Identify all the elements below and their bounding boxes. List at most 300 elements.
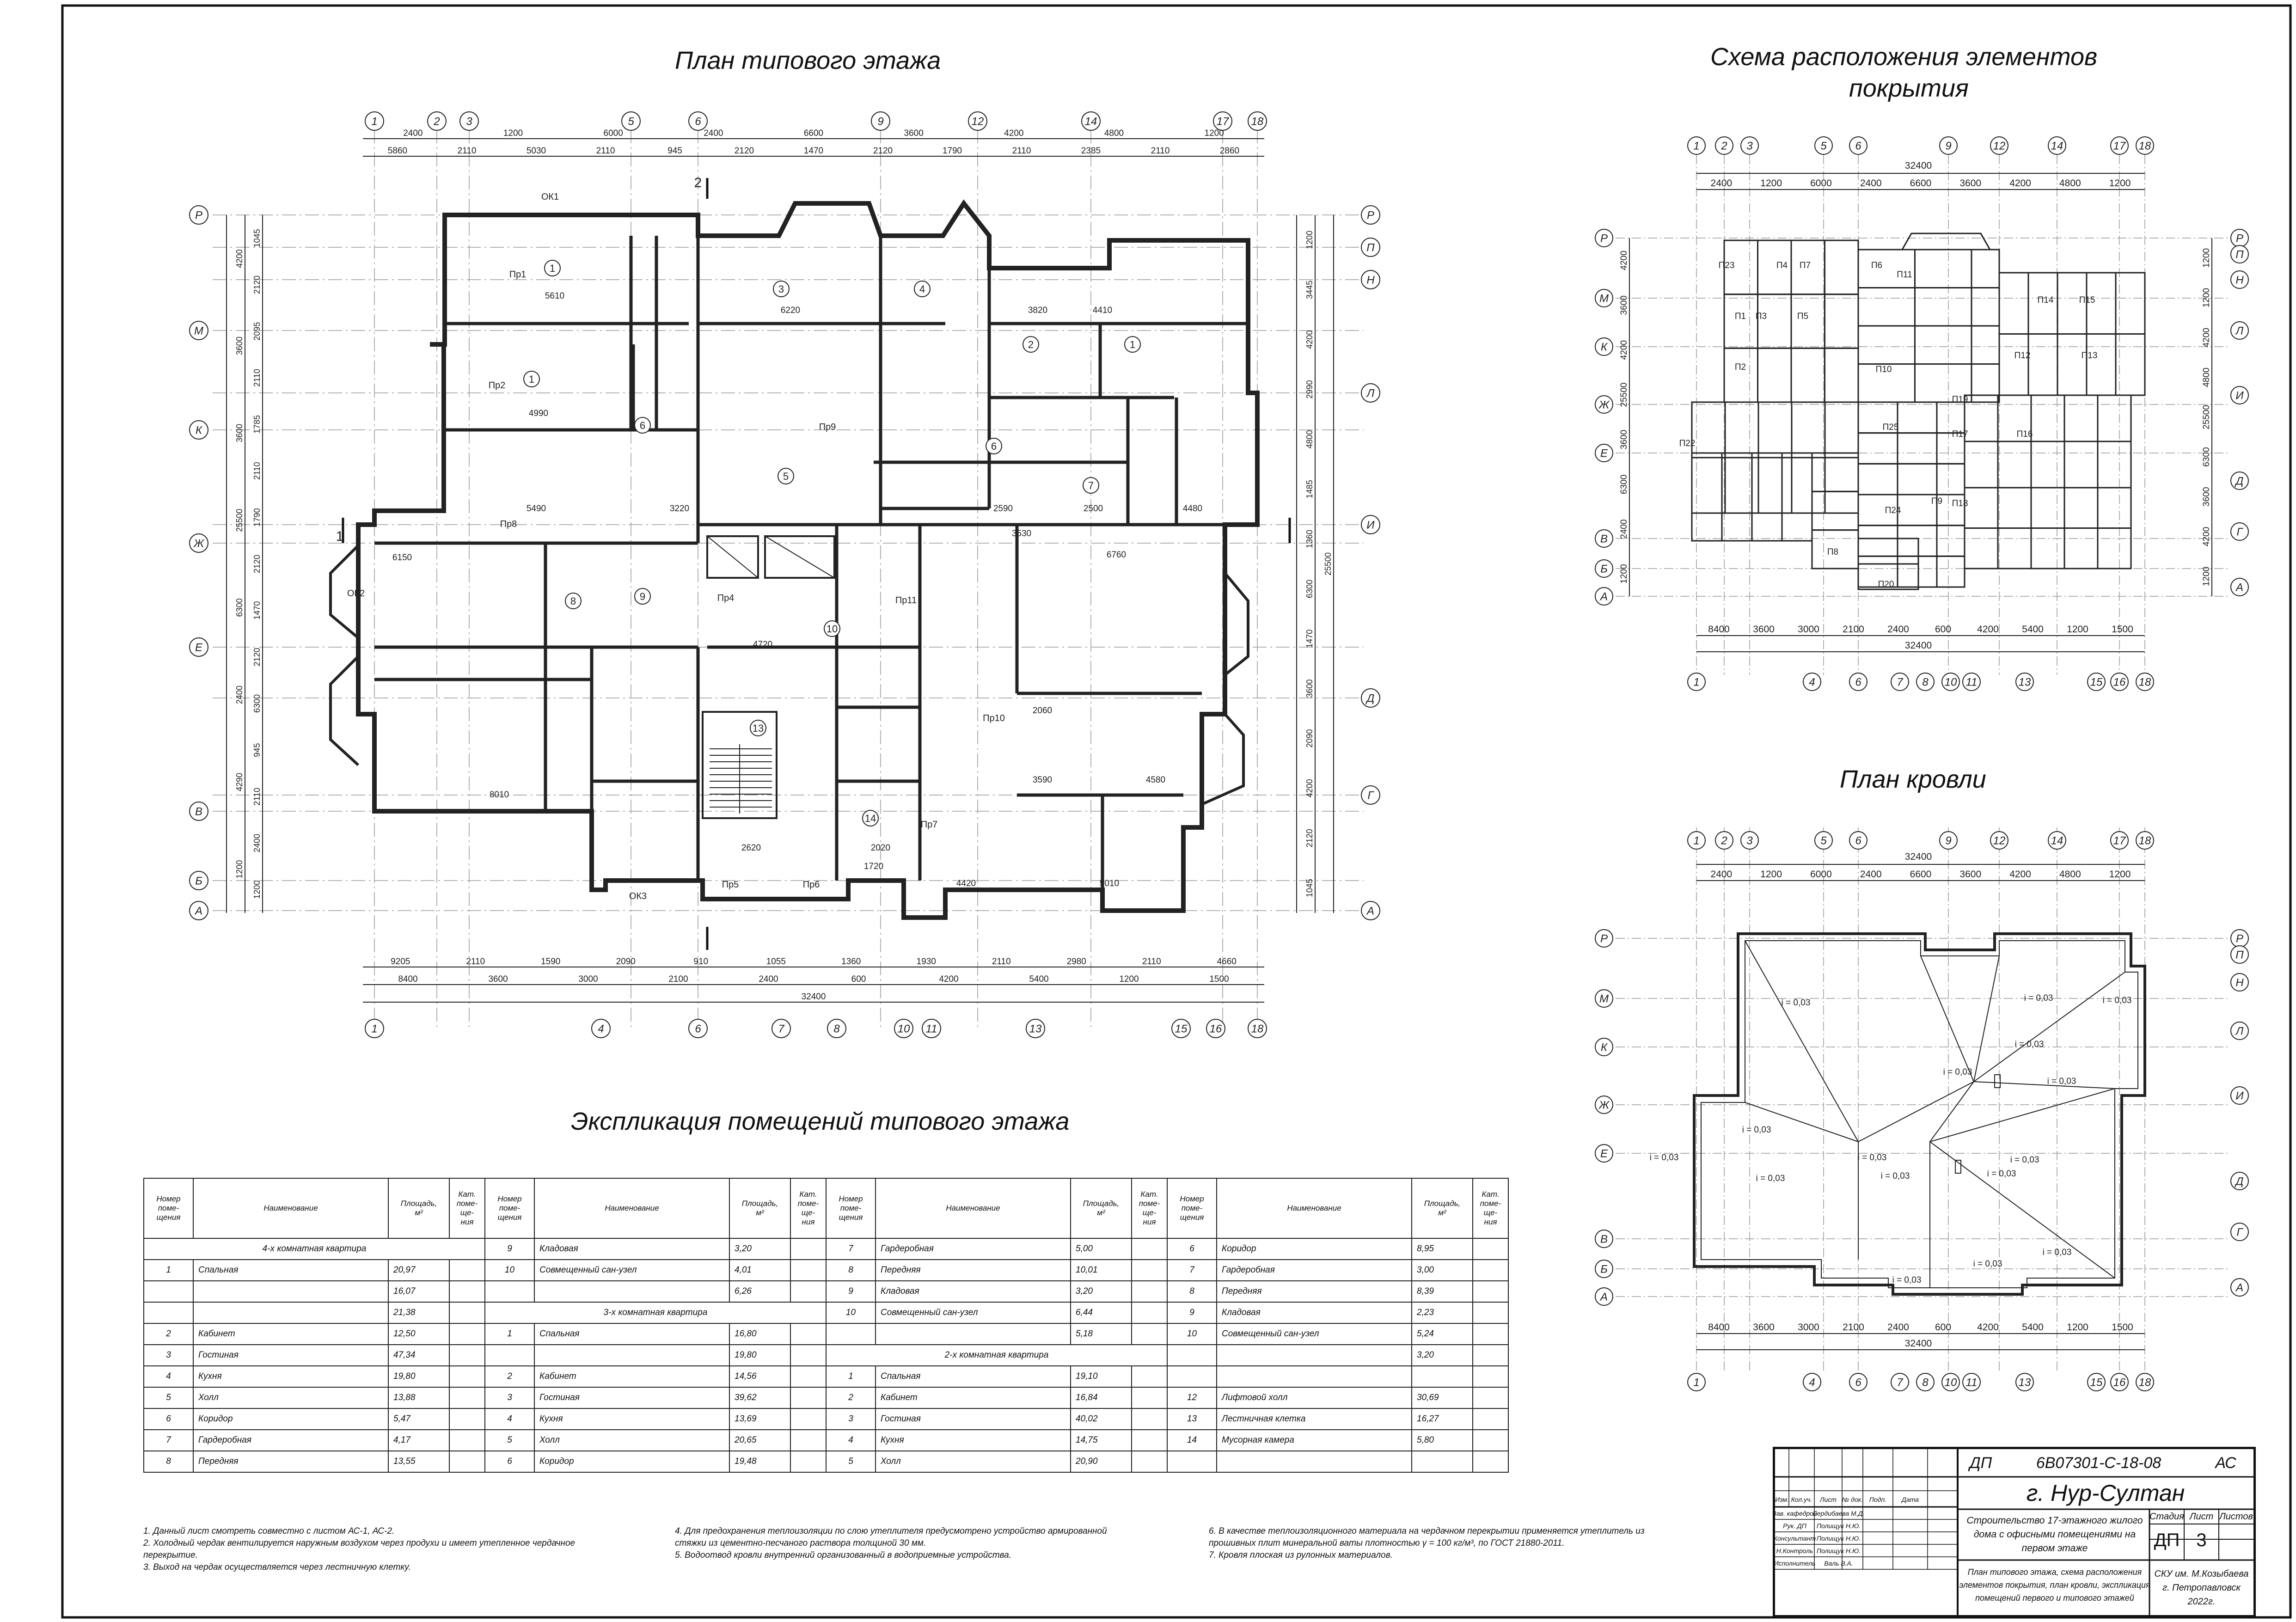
explication-cell-a: 8,39 [1412,1281,1473,1302]
dimension-label: 600 [851,974,866,984]
dimension-label: 4800 [2059,869,2081,880]
explication-cell-n: 5 [144,1387,193,1408]
axis-label: 15 [2090,1376,2103,1389]
roof-panel-cell [1825,402,1858,458]
axis-label: 12 [1993,140,2006,153]
dimension-label: 3220 [669,504,690,514]
explication-header-category [449,1178,485,1238]
slope-label: i = 0,03 [2010,1155,2039,1165]
plan-title: План типового этажа [675,47,941,74]
dimension-label: 3590 [1032,775,1053,785]
axis-label: 6 [695,115,701,128]
explication-cell-name: Кухня [876,1430,1071,1451]
dimension-label: 2110 [1012,146,1031,156]
explication-header-line: Площадь, [1424,1199,1461,1208]
explication-cell-a: 14,75 [1071,1430,1132,1451]
dimension-label: 4420 [956,879,976,888]
dimension-label: 2120 [873,146,893,156]
axis-label: Р [1600,232,1608,245]
dimension-label: 3820 [1028,306,1048,315]
dimension-label: 2110 [1151,146,1170,156]
explication-cell-n: 10 [485,1260,534,1281]
stamp-sheets-label: Листов [2219,1511,2253,1522]
stamp-col-header: Лист [1819,1496,1837,1503]
axis-label: 16 [1209,1022,1222,1035]
stamp-code-suffix: АС [2215,1454,2236,1472]
axis-label: В [195,805,203,818]
explication-cell-n [485,1281,534,1302]
dimension-label: 2110 [457,146,477,156]
axis-label: Л [2235,324,2244,337]
dimension-label: 1200 [1119,974,1139,984]
explication-cell-cat [790,1430,826,1451]
dimension-label: 1790 [942,146,962,156]
explication-cell-a: 14,56 [729,1366,790,1387]
axis-label: 8 [1922,676,1929,689]
axis-label: 17 [1216,115,1229,128]
dimension-label: 1200 [252,880,262,899]
explication-row [144,1323,1508,1345]
stamp-person: Бердибаева М.Д. [1812,1510,1865,1517]
axis-label: 13 [2018,676,2031,689]
explication-cell-cat [790,1281,826,1302]
axis-label: М [1599,292,1609,305]
explication-cell-a: 10,01 [1071,1260,1132,1281]
room-number: 9 [639,591,646,602]
roof-panel-cell [1999,334,2028,396]
dimension-label: 945 [252,743,262,757]
explication-cell-name: Гостиная [534,1387,729,1408]
axis-label: Р [2235,932,2244,945]
roof-panel-bump [1902,233,1990,250]
element-label: Пр1 [509,269,527,280]
dimension-label: 5490 [526,504,546,514]
roof-panel-cell [1915,326,1972,364]
title-block [1773,1447,2256,1617]
scheme-axis-bubbles [1595,137,2248,691]
plan-elevator-x2 [765,536,834,578]
axis-label: 11 [925,1022,937,1035]
axis-label: А [2235,581,2244,594]
roof-panel-cell [1858,326,1915,364]
explication-header-name [876,1178,1071,1238]
element-label: Пр7 [920,820,938,830]
roof-panel-cell [1937,402,1965,433]
dimension-label: 4660 [1217,957,1237,967]
dimension-label: 3000 [578,974,598,984]
explication-cell-n: 6 [485,1451,534,1472]
explication-cell-name: Холл [876,1451,1071,1472]
roof-panel-cell [2098,441,2131,488]
dimension-label: 3600 [1753,624,1775,635]
roof-panel-cell [1812,491,1858,530]
stamp-person: Полищук Н.Ю. [1816,1547,1861,1555]
dimension-label: 2110 [252,787,262,806]
explication-header-line: щения [1180,1213,1204,1222]
dimension-label: 2400 [1710,869,1733,880]
explication-cell-name: Кабинет [876,1387,1071,1408]
dimension-label: 25500 [1323,552,1333,576]
dimension-label: 5400 [2022,624,2044,635]
dimension-label: 3600 [235,423,244,442]
explication-cell-cat [449,1345,485,1366]
stamp-org-2: г. Петропавловск [2162,1582,2241,1593]
explication-section: 4-х комнатная квартира [144,1238,485,1260]
explication-header-line: Номер [839,1194,863,1203]
element-label: ОК2 [347,588,365,599]
roof-parapet [1701,941,2138,1288]
roof-panel-cell [1758,348,1792,402]
roof-panel-cell [1965,488,1998,528]
axis-label: 18 [2138,834,2151,847]
dimension-label: 3600 [488,974,508,984]
explication-header-line: щения [156,1213,181,1222]
dimension-label: 3000 [1798,1322,1819,1333]
explication-cell-a: 13,69 [729,1408,790,1430]
dimension-label: 3600 [2202,487,2211,507]
dimension-label: 25500 [235,508,244,532]
explication-cell-name: Холл [534,1430,729,1451]
explication-cell-cat [449,1281,485,1302]
dimension-label: 32400 [801,992,826,1002]
dimension-label: 6150 [392,553,412,563]
explication-header-line: поме- [499,1204,520,1212]
stamp-role: Н.Контроль [1776,1547,1813,1555]
roof-panel-cell [2031,441,2064,488]
dimension-label: 4200 [1977,624,1999,635]
explication-cell-name: Гардеробная [1217,1260,1412,1281]
panel-label: П13 [2081,351,2098,361]
panel-label: П3 [1755,312,1767,321]
explication-cell-n: 3 [826,1408,876,1430]
roof-panel-cell [2028,334,2057,396]
explication-cell-cat [1473,1430,1508,1451]
roof-valley-lines [1745,941,2125,1288]
dimension-label: 1500 [2112,1322,2133,1333]
explication-header-line: ще- [1483,1208,1498,1217]
roof-panel-cell [1937,526,1965,557]
explication-cell-cat [1132,1451,1167,1472]
axis-label: 16 [2113,1376,2126,1389]
dimension-label: 4200 [235,249,244,268]
explication-header-area [1412,1178,1473,1238]
axis-label: 2 [434,115,440,128]
dimension-label: 2120 [734,146,754,156]
explication-cell-n: 7 [826,1238,876,1260]
roof-panel-cell [1858,288,1915,326]
explication-header-line: Кат. [458,1190,476,1199]
explication-cell-cat [449,1451,485,1472]
dimension-label: 1200 [2202,248,2211,268]
axis-label: 2 [1721,140,1727,153]
dimension-label: 1360 [1305,530,1314,549]
roof-scheme-title-line1: Схема расположения элементов [1710,43,2098,71]
axis-label: 12 [971,115,984,128]
axis-label: 9 [877,115,884,128]
dimension-label: 2400 [704,129,723,138]
explication-header-line: ния [802,1218,815,1226]
note-line: 5. Водоотвод кровли внутренний организованный в водоприемные устройства. [675,1550,1012,1560]
element-label: Пр5 [722,880,739,890]
dimension-label: 1785 [252,415,262,434]
plan-section-cut-1 [343,518,1290,543]
dimension-label: 5400 [1029,974,1049,984]
axis-label: 4 [598,1022,604,1035]
explication-cell-a: 5,47 [388,1408,449,1430]
stamp-col-header: Дата [1902,1496,1919,1503]
explication-cell-cat [1473,1238,1508,1260]
explication-row [144,1430,1508,1451]
dimension-label: 4410 [1092,306,1113,315]
axis-label: В [1600,533,1608,545]
stamp-role: Исполнитель [1774,1560,1816,1567]
stamp-sheet-content-2: элементов покрытия, план кровли, экспликация [1959,1580,2150,1590]
roof-panel-cell [1791,294,1825,349]
roof-panel-cell [1725,402,1758,458]
dimension-label: 2400 [252,833,262,853]
dimension-label: 3445 [1305,280,1314,299]
panel-label: П22 [1679,439,1696,448]
dimension-label: 5610 [545,291,565,301]
explication-cell-n: 4 [144,1366,193,1387]
element-label: Пр2 [488,380,506,391]
explication-cell-cat [449,1323,485,1345]
dimension-label: 2400 [1860,178,1882,189]
dimension-label: 2110 [466,957,485,967]
dimension-label: 1790 [252,508,262,527]
axis-label: 14 [2051,834,2063,847]
dimension-label: 1200 [1619,564,1629,584]
axis-label: 1 [1693,676,1700,689]
explication-cell-cat [790,1260,826,1281]
roof-panel-cell [1782,453,1812,541]
explication-section: 2-х комнатная квартира [826,1345,1167,1366]
stamp-sheet-content-1: План типового этажа, схема расположения [1967,1567,2142,1577]
dimension-label: 2110 [992,957,1011,967]
plan-outer-wall [358,203,1257,918]
explication-header-line: ще- [1142,1208,1157,1217]
explication-cell-name: Кладовая [534,1238,729,1260]
plan-axis-bubbles-top [365,112,1267,130]
dimension-label: 4800 [2059,178,2081,189]
roof-panel-cell [1825,240,1859,294]
stamp-org-3: 2022г. [2187,1596,2216,1607]
explication-cell-a: 3,00 [1412,1260,1473,1281]
stamp-project-3: первом этаже [2021,1543,2088,1554]
panel-label: П10 [1875,365,1892,374]
panel-label: П24 [1885,506,1901,515]
explication-header-line: м² [756,1208,764,1217]
explication-cell-n: 6 [144,1408,193,1430]
panel-label: П12 [2014,351,2031,361]
section-mark: 2 [694,175,702,190]
explication-cell-cat [1132,1408,1167,1430]
roof-panel-cell [2031,488,2064,528]
plan-elevator-x1 [707,536,758,578]
roof-panel-cell [1692,458,1725,513]
panel-label: П15 [2079,295,2095,305]
axis-label: 7 [778,1022,784,1035]
roof-panel-cell [2057,334,2087,396]
explication-cell-cat [1132,1366,1167,1387]
explication-cell-n: 1 [144,1260,193,1281]
slope-label: i = 0,03 [1943,1067,1972,1077]
roof-panel-cell [2064,528,2098,569]
explication-header-category [790,1178,826,1238]
roof-panel-cell [1998,441,2031,488]
roof-panel-cell [1858,464,1898,495]
element-label: Пр4 [717,593,735,603]
roof-panel-cell [1965,441,1998,488]
roof-panel-cell [2064,395,2098,441]
plan-grid-horizontal [213,215,1364,911]
dimension-label: 1200 [1305,230,1314,249]
axis-label: 6 [1855,834,1861,847]
explication-cell-cat [1132,1430,1167,1451]
explication-cell-n: 4 [485,1408,534,1430]
dimension-label: 5030 [526,146,546,156]
explication-cell-a [1412,1451,1473,1472]
explication-cell-a: 30,69 [1412,1387,1473,1408]
explication-cell-cat [1473,1451,1508,1472]
axis-label: 18 [2138,140,2151,153]
explication-cell-name [193,1302,388,1323]
note-line: 4. Для предохранения теплоизоляции по слою утеплителя предусмотрено устройство армированной [675,1526,1107,1536]
panel-label: П20 [1878,580,1894,589]
roof-panel-cell [1898,433,1937,464]
explication-cell-a: 40,02 [1071,1408,1132,1430]
explication-cell-name: Совмещенный сан-узел [876,1302,1071,1323]
dimension-label: 2860 [1219,146,1240,156]
notes-col2 [675,1525,1107,1561]
note-line: 7. Кровля плоская из рулонных материалов. [1209,1550,1393,1560]
explication-cell-a: 20,90 [1071,1451,1132,1472]
element-label: Пр6 [802,880,820,890]
explication-row [144,1260,1508,1281]
explication-cell-cat [790,1323,826,1345]
dimension-label: 2400 [759,974,778,984]
explication-cell-n [1167,1366,1217,1387]
roof-scheme-title-line2: покрытия [1849,74,1969,102]
dimension-label: 6600 [1910,178,1932,189]
explication-cell-n: 14 [1167,1430,1217,1451]
explication-cell-n: 13 [1167,1408,1217,1430]
dimension-label: 1590 [541,957,561,967]
explication-cell-cat [790,1408,826,1430]
explication-header-line: Номер [156,1194,181,1203]
explication-header-line: щения [839,1213,863,1222]
explication-cell-name: Кладовая [876,1281,1071,1302]
dimension-label: 4200 [1004,129,1024,138]
explication-header-line: м² [415,1208,423,1217]
axis-label: 15 [2090,676,2103,689]
axis-label: 6 [1855,1376,1861,1389]
axis-label: Д [2235,475,2244,488]
roof-panel-cell [1791,348,1825,402]
dimension-label: 2120 [1305,829,1314,848]
axis-label: Б [1600,1263,1608,1276]
explication-cell-name: Передняя [876,1260,1071,1281]
axis-label: Б [1600,563,1608,575]
slope-label: i = 0,03 [2014,1040,2044,1049]
explication-cell-a: 2,23 [1412,1302,1473,1323]
axis-label: А [2235,1281,2244,1294]
dimension-label: 6000 [1810,869,1832,880]
explication-cell-name: Гостиная [876,1408,1071,1430]
dimension-label: 1360 [841,957,861,967]
roof-panel-cell [1937,464,1965,495]
axis-label: А [1600,590,1608,603]
stamp-role: Зав. кафедрой [1772,1510,1817,1517]
explication-cell-name: Лифтовой холл [1217,1387,1412,1408]
explication-cell-name: Гардеробная [876,1238,1071,1260]
explication-cell-cat [790,1451,826,1472]
explication-header-area [1071,1178,1132,1238]
explication-cell-a: 4,17 [388,1430,449,1451]
stamp-project-2: дома с офисными помещениями на [1973,1529,2136,1540]
axis-label: А [1366,905,1375,918]
plan-axis-bubbles-right [1361,206,1380,920]
plan-axis-bubbles-left [190,206,208,920]
dimension-label: 5400 [2022,1322,2044,1333]
explication-cell-cat [1132,1387,1167,1408]
roof-panel-cell [1998,488,2031,528]
axis-label: 15 [1175,1022,1188,1035]
axis-label: 7 [1897,1376,1903,1389]
dimension-label: 2110 [252,368,262,387]
roof-panel-cell [1825,294,1859,349]
explication-title: Экспликация помещений типового этажа [571,1108,1070,1135]
stamp-project-1: Строительство 17-этажного жилого [1966,1515,2143,1526]
explication-header-line: Площадь, [400,1199,437,1208]
dimension-label: 2385 [1081,146,1101,156]
axis-label: 5 [628,115,634,128]
dimension-label: 2090 [1305,729,1314,748]
dimension-label: 6000 [603,129,623,138]
note-line: 3. Выход на чердак осуществляется через лестничную клетку. [143,1562,411,1572]
explication-cell-n: 2 [485,1366,534,1387]
explication-cell-n: 10 [1167,1323,1217,1345]
explication-cell-cat [449,1366,485,1387]
explication-row [144,1281,1508,1302]
dimension-label: 2400 [1860,869,1882,880]
room-number: 5 [783,471,789,482]
dimension-label: 2400 [1887,1322,1909,1333]
explication-cell-n: 10 [826,1302,876,1323]
dimension-label: 1200 [2067,1322,2088,1333]
explication-cell-name: Холл [193,1387,388,1408]
explication-cell-name [534,1345,729,1366]
dimension-label: 3600 [1619,295,1629,315]
axis-label: 9 [1945,834,1952,847]
dimension-label: 1200 [2067,624,2088,635]
axis-label: 16 [2113,676,2126,689]
explication-header-area [729,1178,790,1238]
plan-bay-left-bottom [331,656,358,765]
dimension-label: 1500 [2112,624,2133,635]
axis-label: 18 [1251,1022,1264,1035]
axis-label: 13 [1029,1022,1042,1035]
roof-panel-cell [2116,334,2145,396]
explication-header-line: Наименование [1287,1204,1341,1212]
dimension-label: 1930 [916,957,936,967]
explication-header-line: Кат. [799,1190,817,1199]
dimension-label: 6600 [803,129,824,138]
dimension-label: 3600 [1619,429,1629,450]
explication-cell-a: 16,07 [388,1281,449,1302]
axis-label: 1 [1693,140,1700,153]
roof-panel-cell [1965,528,1998,569]
